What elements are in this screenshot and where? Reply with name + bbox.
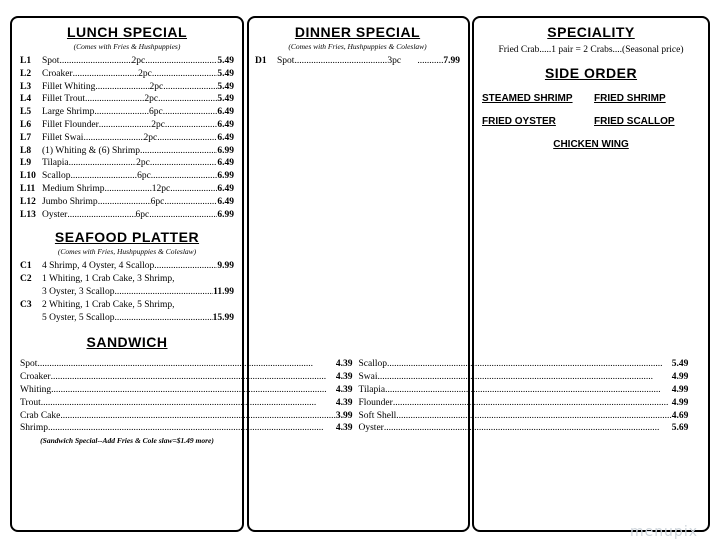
side-title: SIDE ORDER	[544, 64, 638, 81]
item-name: Whiting	[20, 384, 52, 395]
item-name: Oyster	[42, 209, 68, 220]
menu-row	[20, 55, 234, 68]
item-price: 6.99	[217, 171, 234, 182]
item-name: Fillet Swai	[42, 132, 84, 143]
item-name: Croaker	[42, 68, 73, 79]
sandwich-list	[20, 358, 689, 435]
speciality-title: SPECIALITY	[547, 24, 635, 40]
menu-row	[20, 93, 234, 106]
item-price: 5.49	[217, 68, 235, 79]
item-code: L10	[20, 171, 36, 182]
item-qty: 12pc	[151, 183, 171, 194]
menu-row	[20, 119, 234, 132]
item-price: 4.39	[335, 423, 353, 434]
lunch-note: (Comes with Fries & Hushpuppies)	[73, 42, 181, 51]
item-code: L9	[20, 158, 32, 169]
item-name: Fillet Flounder	[42, 119, 99, 130]
item-name: Soft Shell	[358, 410, 397, 421]
item-name: Oyster	[358, 423, 384, 434]
leader-dots	[170, 183, 217, 196]
item-code: L11	[20, 183, 36, 194]
item-qty: 6pc	[149, 107, 163, 118]
menu-row	[20, 273, 234, 286]
fried-shrimp-title: FRIED SHRIMP	[594, 92, 666, 104]
leader-dots	[73, 68, 139, 81]
leader-dots	[140, 145, 217, 158]
item-price: 6.99	[217, 209, 235, 220]
menu-row	[20, 196, 234, 209]
menu-row	[20, 183, 234, 196]
leader-dots	[152, 68, 218, 81]
item-price: 5.69	[671, 423, 689, 434]
leader-dots	[105, 183, 152, 196]
item-price: 4.99	[671, 384, 689, 395]
item-price: 6.99	[217, 145, 234, 156]
item-qty: 2pc	[138, 68, 152, 79]
item-price: 4.39	[335, 397, 353, 408]
item-price: 7.99	[443, 56, 460, 66]
item-name: 1 Whiting, 1 Crab Cake, 3 Shrimp,	[42, 274, 175, 285]
item-price: 5.49	[217, 56, 234, 66]
item-name: Fillet Whiting	[42, 81, 96, 92]
item-qty: 6pc	[137, 171, 151, 182]
item-name: Flounder	[358, 397, 393, 408]
item-name: 4 Shrimp, 4 Oyster, 4 Scallop	[42, 261, 155, 272]
item-name: 2 Whiting, 1 Crab Cake, 5 Shrimp,	[42, 299, 175, 310]
leader-dots	[95, 81, 149, 94]
sandwich-title: SANDWICH	[86, 334, 168, 351]
leader-dots	[67, 209, 135, 222]
menu-row	[20, 145, 234, 158]
leader-dots	[69, 157, 137, 170]
item-name: Jumbo Shrimp	[42, 196, 98, 207]
item-code: L12	[20, 196, 36, 207]
leader-dots	[149, 209, 217, 222]
panel-dinner	[247, 16, 470, 532]
item-code: L3	[20, 81, 32, 92]
item-name: Tilapia	[358, 384, 386, 395]
platter-list	[20, 260, 234, 324]
leader-dots	[154, 260, 217, 273]
item-price: 6.49	[217, 132, 234, 143]
item-name: 3 Oyster, 3 Scallop	[42, 286, 115, 297]
item-qty: 2pc	[149, 81, 164, 92]
item-qty: 2pc	[151, 119, 165, 130]
menu-row	[20, 260, 234, 273]
item-code: D1	[255, 56, 267, 66]
menu-row	[20, 106, 234, 119]
item-name: Swai	[358, 372, 378, 383]
item-code: L4	[20, 94, 32, 105]
platter-title: SEAFOOD PLATTER	[54, 229, 200, 246]
item-code: L7	[20, 132, 32, 143]
item-qty: 2pc	[143, 132, 158, 143]
menu-row	[20, 299, 234, 312]
item-code: L8	[20, 145, 32, 156]
leader-dots	[158, 93, 217, 106]
item-price: 6.49	[217, 183, 235, 194]
item-name: Trout	[20, 397, 41, 408]
item-name: Tilapia	[42, 158, 69, 169]
leader-dots	[98, 196, 151, 209]
item-price: 4.99	[671, 372, 689, 383]
fried-oyster-title: FRIED OYSTER	[482, 115, 556, 127]
item-name: Spot	[20, 359, 38, 370]
leader-dots	[163, 106, 218, 119]
menu-row	[20, 132, 234, 145]
lunch-title: LUNCH SPECIAL	[66, 24, 188, 40]
item-qty: 2pc	[144, 94, 159, 105]
leader-dots	[165, 119, 217, 132]
menu-row	[20, 209, 234, 222]
item-code: L5	[20, 107, 32, 118]
leader-dots	[85, 93, 144, 106]
fried-crab-line: Fried Crab.....1 pair = 2 Crabs....(Seasonal price)	[498, 45, 684, 55]
item-price: 4.39	[335, 384, 353, 395]
item-name: Spot	[42, 56, 60, 66]
item-name: Fillet Trout	[42, 94, 86, 105]
item-code: L2	[20, 68, 32, 79]
menu-row	[20, 170, 234, 183]
item-price: 15.99	[212, 312, 234, 323]
leader-dots	[83, 132, 143, 145]
leader-dots	[294, 55, 387, 68]
item-code: C3	[20, 299, 32, 310]
item-price: 4.99	[671, 397, 689, 408]
steamed-title: STEAMED SHRIMP	[482, 92, 573, 104]
item-code: L6	[20, 119, 32, 130]
dinner-title: DINNER SPECIAL	[294, 24, 421, 40]
item-price: 5.49	[671, 359, 689, 370]
item-code: L1	[20, 56, 32, 66]
menu-row	[20, 157, 234, 170]
item-price: 4.39	[335, 372, 353, 383]
item-name: Medium Shrimp	[42, 183, 105, 194]
item-price: 5.49	[217, 81, 234, 92]
item-name: Scallop	[42, 171, 71, 182]
item-price: 5.49	[217, 94, 235, 105]
menu-row	[20, 286, 234, 299]
menu-row	[20, 312, 234, 325]
item-code: L13	[20, 209, 36, 220]
item-code: C1	[20, 261, 32, 272]
leader-dots	[150, 157, 218, 170]
item-price: 4.69	[671, 410, 689, 421]
watermark-text: menupix	[629, 524, 698, 540]
item-price: 4.39	[335, 359, 353, 370]
item-name: Croaker	[20, 372, 51, 383]
leader-dots	[59, 55, 131, 68]
leader-dots	[145, 55, 217, 68]
panel-speciality-sides	[472, 16, 710, 532]
menu-row	[255, 55, 460, 68]
item-qty: 2pc	[131, 56, 146, 66]
platter-note: (Comes with Fries, Hushpuppies & Coleslaw)	[57, 247, 197, 257]
leader-dots	[94, 106, 149, 119]
item-price: 3.99	[335, 410, 353, 421]
leader-dots	[151, 170, 218, 183]
leader-dots	[164, 196, 217, 209]
item-name: Scallop	[358, 359, 387, 370]
item-name: Crab Cake	[20, 410, 61, 421]
leader-dots	[163, 81, 217, 94]
sandwich-footer: (Sandwich Special--Add Fries & Cole slaw=$1.49 more)	[40, 436, 214, 446]
dinner-note: (Comes with Fries, Hushpuppies & Coleslaw)	[288, 42, 427, 51]
item-price: 6.49	[217, 158, 235, 169]
item-price: 11.99	[213, 286, 234, 297]
item-price: 6.49	[217, 119, 234, 130]
item-qty: 3pc	[387, 56, 402, 66]
leader-dots	[99, 119, 151, 132]
dinner-list	[255, 55, 460, 68]
fried-scallop-title: FRIED SCALLOP	[594, 115, 675, 127]
item-price: 6.49	[217, 196, 234, 207]
item-qty: 2pc	[136, 158, 150, 169]
item-qty: 6pc	[135, 209, 150, 220]
item-name: Spot	[277, 56, 295, 66]
item-name: Large Shrimp	[42, 107, 95, 118]
menu-row	[20, 81, 234, 94]
leader-dots	[114, 312, 212, 325]
item-qty: 6pc	[150, 196, 165, 207]
leader-dots	[157, 132, 217, 145]
item-name: (1) Whiting & (6) Shrimp	[42, 145, 140, 156]
wing-title: CHICKEN WING	[553, 138, 629, 150]
lunch-list	[20, 55, 234, 221]
leader-dots	[114, 286, 213, 299]
item-price: 6.49	[217, 107, 234, 118]
item-code: C2	[20, 274, 32, 285]
leader-dots	[417, 55, 443, 68]
leader-dots	[71, 170, 138, 183]
menu-row	[20, 68, 234, 81]
item-name: 5 Oyster, 5 Scallop	[42, 312, 115, 323]
item-price: 9.99	[217, 261, 234, 272]
item-name: Shrimp	[20, 423, 48, 434]
